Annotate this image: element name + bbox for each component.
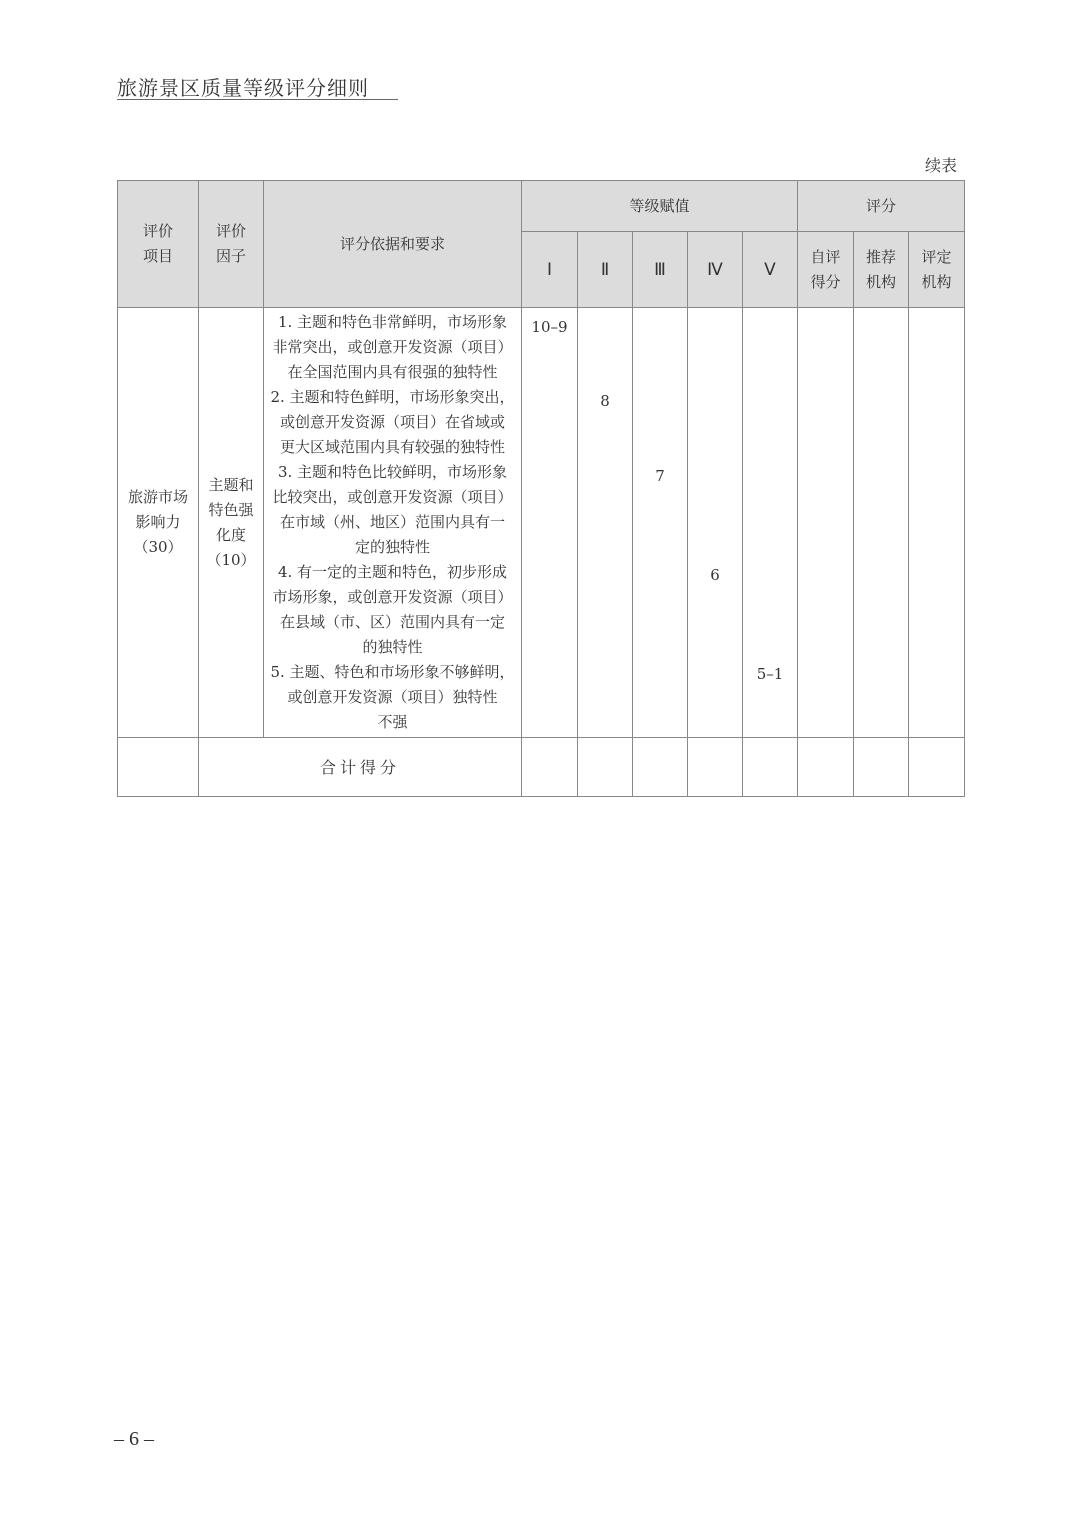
cell-requirements: 1. 主题和特色非常鲜明，市场形象 非常突出，或创意开发资源（项目） 在全国范围内具有很强的独特性 2. 主题和特色鲜明，市场形象突出， 或创意开发资源（项目）在省域或 更大区域范围内具有较强的独特性 3. 主题和特色比较鲜明，市场形象 比较突出，或创意开发资源（项目） 在市域（州、地区）范围内具有一 定的独特性 4. 有一定的主题和特色，初步形成 市场形象，或创意开发资源（项目） 在县域（市、区）范围内具有一定 的独特性 5. 主题、特色和市场形象不够鲜明， 或创意开发资源（项目）独特性 不强 — [264, 308, 522, 738]
header-self-score: 自评 得分 — [798, 232, 854, 308]
header-grade-4: Ⅳ — [688, 232, 743, 308]
total-label: 合计得分 — [199, 738, 522, 797]
total-grade-3 — [633, 738, 688, 797]
total-row — [118, 738, 965, 797]
total-grade-4 — [688, 738, 743, 797]
header-grade-3: Ⅲ — [633, 232, 688, 308]
scoring-table — [117, 180, 965, 797]
header-project: 评价 项目 — [118, 181, 199, 308]
total-assess-org — [909, 738, 965, 797]
title-underline — [117, 99, 398, 100]
total-grade-2 — [578, 738, 633, 797]
header-grade-5: Ⅴ — [743, 232, 798, 308]
cell-assess-org — [909, 308, 965, 738]
cell-factor: 主题和 特色强 化度 （10） — [199, 308, 264, 738]
cell-grade-3 — [633, 308, 688, 738]
table-row — [118, 308, 965, 738]
header-grade-1: Ⅰ — [522, 232, 578, 308]
header-factor: 评价 因子 — [199, 181, 264, 308]
total-self-score — [798, 738, 854, 797]
cell-grade-4 — [688, 308, 743, 738]
total-recommend-org — [854, 738, 909, 797]
page-number: – 6 – — [114, 1428, 154, 1450]
total-grade-1 — [522, 738, 578, 797]
cell-grade-5 — [743, 308, 798, 738]
grade-value: 5–1 — [756, 665, 784, 684]
header-grade-2: Ⅱ — [578, 232, 633, 308]
grade-value: 10–9 — [531, 318, 568, 336]
grade-value: 7 — [655, 466, 665, 485]
cell-recommend-org — [854, 308, 909, 738]
header-basis: 评分依据和要求 — [264, 181, 522, 308]
header-assess-org: 评定 机构 — [909, 232, 965, 308]
cell-project: 旅游市场 影响力 （30） — [118, 308, 199, 738]
cell-grade-2 — [578, 308, 633, 738]
total-grade-5 — [743, 738, 798, 797]
total-empty-cell — [118, 738, 199, 797]
running-title: 旅游景区质量等级评分细则 — [117, 76, 369, 100]
header-grade-group: 等级赋值 — [522, 181, 798, 232]
cell-self-score — [798, 308, 854, 738]
continued-label: 续表 — [925, 156, 958, 175]
header-recommend-org: 推荐 机构 — [854, 232, 909, 308]
header-score-group: 评分 — [798, 181, 965, 232]
grade-value: 6 — [710, 566, 720, 584]
cell-grade-1 — [522, 308, 578, 738]
grade-value: 8 — [600, 392, 610, 411]
